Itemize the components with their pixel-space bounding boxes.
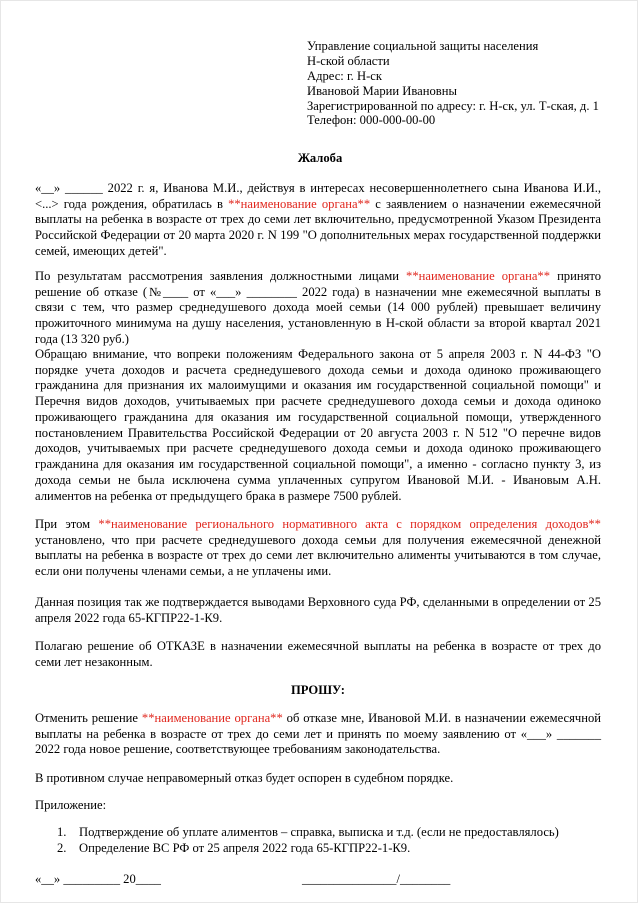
paragraph-text: об отказе мне, Ивановой М.И. в назначении ежемесячной выплаты на ребенка в возрасте от трех до семи лет и принять по моему заявлению от «___» _______ 2022 года новое решение, соответствующее требованиям законодательства. (35, 711, 601, 757)
addressee-line: Н-ской области (307, 53, 390, 68)
addressee-line: Телефон: 000-000-00-00 (307, 113, 436, 128)
placeholder-authority: **наименование органа** (406, 269, 551, 283)
list-item-text: Подтверждение об уплате алиментов – справка, выписка и т.д. (если не предоставлялось) (79, 825, 559, 839)
attachments-list (57, 825, 617, 857)
placeholder-authority: **наименование органа** (141, 711, 283, 725)
addressee-line: Зарегистрированной по адресу: г. Н-ск, ул. Т-ская, д. 1 (307, 98, 599, 113)
placeholder-authority: **наименование органа** (228, 196, 371, 211)
paragraph-text: Отменить решение (35, 711, 142, 725)
paragraph-text: установлено, что при расчете среднедушевого дохода семьи для получения ежемесячной денежной выплаты на ребенка в возрасте от трех до семи лет включительно алименты учитываются в том случае, если они получены членами семьи, а не уплачены ими. (35, 532, 601, 579)
paragraph-warning: В противном случае неправомерный отказ будет оспорен в судебном порядке. (35, 771, 454, 785)
paragraph-conclusion: Полагаю решение об ОТКАЗЕ в назначении ежемесячной выплаты на ребенка в возрасте от трех до семи лет незаконным. (35, 639, 601, 669)
addressee-line: Адрес: г. Н-ск (307, 68, 382, 83)
addressee-line: Управление социальной защиты населения (307, 39, 539, 53)
paragraph-request (35, 711, 601, 758)
paragraph-supreme-court: Данная позиция так же подтверждается выводами Верховного суда РФ, сделанными в определении от 25 апреля 2022 года 65-КГПР22-1-К9. (35, 595, 601, 625)
paragraph-text: «__» ______ 2022 г. я, Иванова М.И., действуя в интересах несовершеннолетнего сына Иванова И.И., <...> года рождения, обратилась в (35, 181, 601, 211)
signature-line (35, 872, 595, 888)
placeholder-regional-act: **наименование регионального нормативного акта с порядком определения доходов** (98, 517, 601, 531)
paragraph-text: При этом (35, 517, 99, 531)
document-title: Жалоба (297, 151, 343, 165)
addressee-line: Ивановой Марии Ивановны (307, 83, 457, 98)
request-heading: ПРОШУ: (291, 683, 345, 697)
addressee-block (307, 39, 627, 128)
paragraph-application (35, 181, 601, 260)
paragraph-text: принято решение об отказе (№____ от «___» ________ 2022 года) в назначении мне ежемесячной выплаты в связи с тем, что размер среднедушевого дохода моей семьи (14 000 рублей) превышает величину прожиточного минимума на душу населения, установленную в Н-ской области за второй квартал 2021 года (13 320 руб.) (35, 269, 602, 346)
list-item (57, 825, 617, 841)
paragraph-argument: Обращаю внимание, что вопреки положениям Федерального закона от 5 апреля 2003 г. N 44-ФЗ "О порядке учета доходов и расчета среднедушевого дохода семьи и дохода одиноко проживающего гражданина для признания их малоимущими и оказания им государственной социальной помощи" и Перечня видов доходов, учитываемых при расчете среднедушевого дохода семьи и дохода одиноко проживающего гражданина для оказания им государственной социальной помощи, утвержденного постановлением Правительства Российской Федерации от 20 августа 2003 г. N 512 "О перечне видов доходов, учитываемых при расчете среднедушевого дохода семьи и дохода одиноко проживающего гражданина для оказания им государственной социальной помощи", а именно - согласно пункту 3, из дохода семьи не была исключена сумма уплаченных супругом Ивановой М.И. - Ивановым А.Н. алиментов на ребенка от предыдущего брака в размере 7500 рублей. (35, 347, 601, 503)
paragraph-regional-act (35, 517, 601, 580)
signature-date: «__» _________ 20____ (35, 872, 161, 886)
paragraph-refusal (35, 269, 601, 348)
list-item-text: Определение ВС РФ от 25 апреля 2022 года 65-КГПР22-1-К9. (79, 841, 411, 855)
list-item-number: 2. (57, 841, 67, 855)
paragraph-text: с заявлением о назначении ежемесячной выплаты на ребенка в возрасте от трех до семи лет включительно, предусмотренной Указом Президента Российской Федерации от 20 марта 2020 г. N 199 "О дополнительных мерах государственной поддержки семей, имеющих детей". (35, 196, 602, 258)
paragraph-text: По результатам рассмотрения заявления должностными лицами (35, 269, 407, 283)
signature-field: _______________/________ (302, 872, 451, 886)
attachments-label: Приложение: (35, 798, 107, 812)
list-item-number: 1. (57, 825, 67, 839)
list-item (57, 841, 617, 857)
